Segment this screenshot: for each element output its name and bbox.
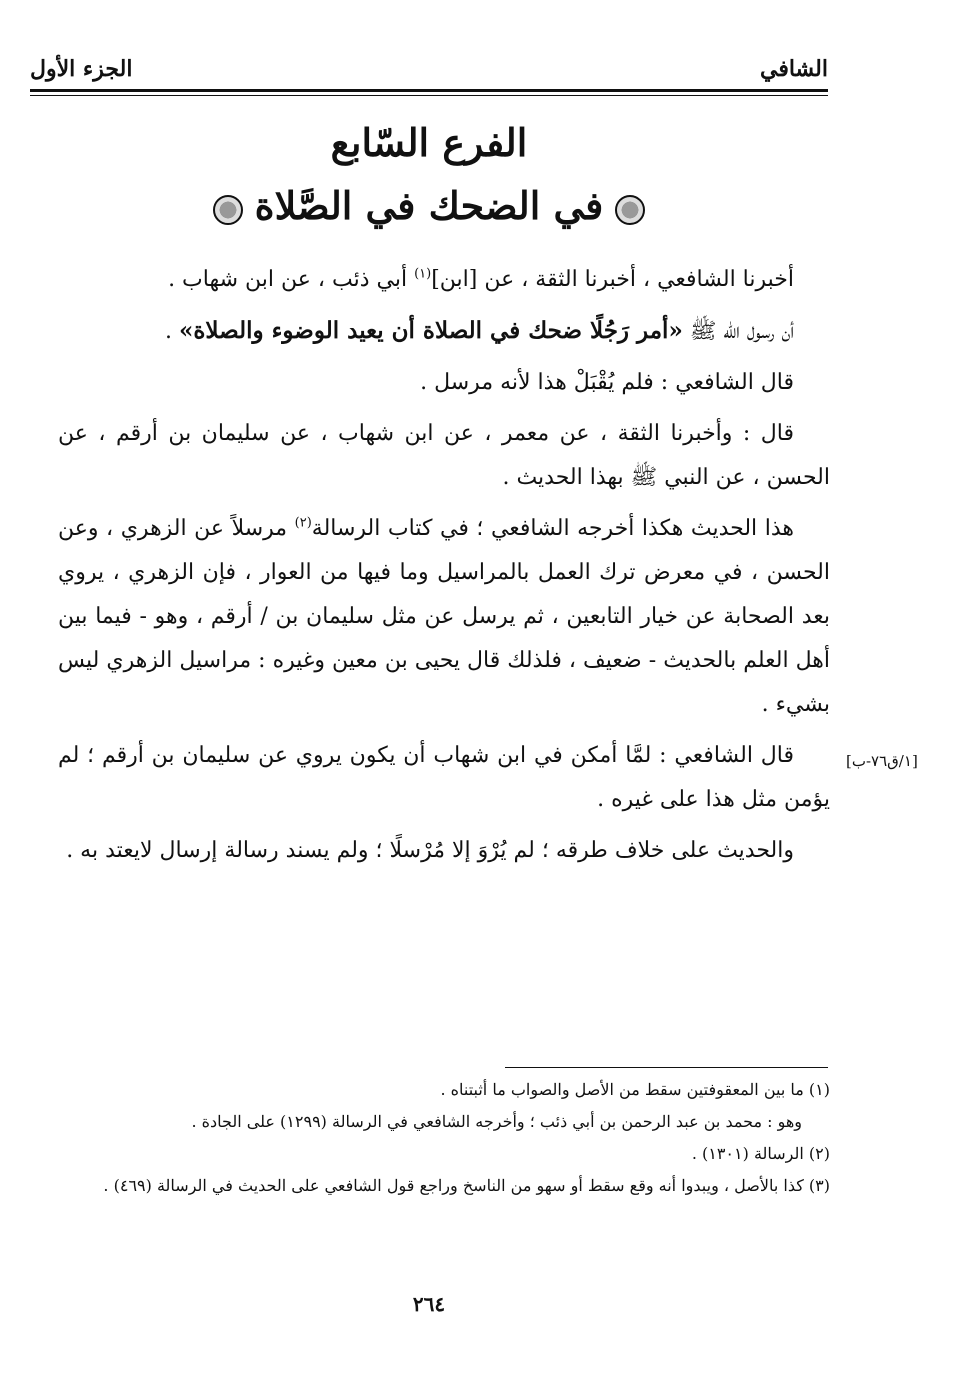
manuscript-folio-note: [١/ق٧٦-ب] xyxy=(846,752,918,770)
paragraph-2 xyxy=(58,309,830,354)
ornament-right-icon xyxy=(615,195,645,225)
paragraph-7: والحديث على خلاف طرقه ؛ لم يُرْوَ إلا مُرْسلًا ؛ ولم يسند رسالة إرسال لايعتد به . xyxy=(66,838,794,863)
hadith-quote: «أمر رَجُلًا ضحك في الصلاة أن يعيد الوضوء والصلاة» xyxy=(179,317,683,344)
p1-text-a: أخبرنا الشافعي ، أخبرنا الثقة ، عن [ابن] xyxy=(431,267,794,292)
running-header xyxy=(30,52,828,92)
paragraph-4: قال : وأخبرنا الثقة ، عن معمر ، عن ابن شهاب ، عن سليمان بن أرقم ، عن الحسن ، عن النبي ﷺ بهذا الحديث . xyxy=(58,421,830,490)
branch-title: الفرع السّابع xyxy=(330,120,528,165)
volume-label: الجزء الأول xyxy=(30,56,133,82)
p5-text-a: هذا الحديث هكذا أخرجه الشافعي ؛ في كتاب الرسالة xyxy=(311,516,794,541)
p2-text-a: أن رسول الله ﷺ xyxy=(682,319,794,344)
footnote-ref-1: (١) xyxy=(414,266,432,282)
footnote-3: (٣) كذا بالأصل ، ويبدوا أنه وقع سقط أو سهو من الناسخ وراجع قول الشافعي على الحديث في الرسالة (٤٦٩) . xyxy=(103,1176,830,1195)
footnote-ref-2: (٢) xyxy=(294,515,312,531)
footnote-rule xyxy=(505,1067,828,1068)
p2-text-end: . xyxy=(165,319,179,344)
page-number: ٢٦٤ xyxy=(412,1292,446,1316)
header-rule-thick xyxy=(30,89,828,92)
footnotes xyxy=(58,1074,830,1202)
paragraph-1 xyxy=(58,258,830,302)
paragraph-5 xyxy=(58,507,830,727)
paragraph-6: قال الشافعي : لمَّا أمكن في ابن شهاب أن يكون يروي عن سليمان بن أرقم ؛ لم يؤمن مثل هذا على غيره . xyxy=(58,743,830,812)
footnote-1: (١) ما بين المعقوفتين سقط من الأصل والصواب ما أثبتناه . xyxy=(440,1080,830,1099)
header-rule-thin xyxy=(30,95,828,96)
section-title xyxy=(30,183,828,228)
p5-text-b: مرسلاً عن الزهري ، وعن الحسن ، في معرض ترك العمل بالمراسيل وما فيها من العوار ، فإن الزهري ، يروي بعد الصحابة عن خيار التابعين ، ثم يرسل عن مثل سليمان بن / أرقم ، وهو - فيما بين أهل العلم بالحديث - ضعيف ، فلذلك قال يحيى بن معين وغيره : مراسيل الزهري ليس بشيء . xyxy=(58,516,830,717)
book-title: الشافي xyxy=(760,56,828,82)
section-title-text: في الضحك في الصَّلاة xyxy=(254,183,604,228)
ornament-left-icon xyxy=(213,195,243,225)
footnote-2: (٢) الرسالة (١٣٠١) . xyxy=(691,1144,830,1163)
main-text xyxy=(58,258,830,880)
footnote-1-continued: وهو : محمد بن عبد الرحمن بن أبي ذئب ؛ وأخرجه الشافعي في الرسالة (١٢٩٩) على الجادة . xyxy=(191,1112,802,1131)
p1-text-b: أبي ذئب ، عن ابن شهاب . xyxy=(168,267,415,292)
paragraph-3: قال الشافعي : فلم يُقْبَلْ هذا لأنه مرسل . xyxy=(420,370,794,395)
